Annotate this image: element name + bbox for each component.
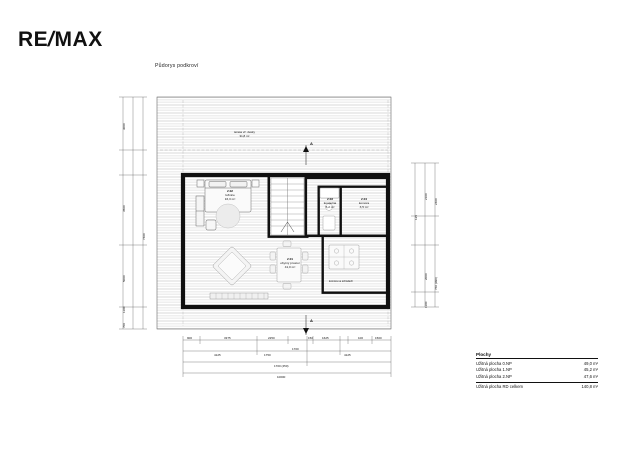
dim-l-4: 700 <box>122 322 126 328</box>
areas-row-value: 45,2 m² <box>583 367 598 372</box>
room-label-2-03: 2.03 koupelna 5,2 m² <box>323 197 337 209</box>
room-label-2-02: 2.02 ložnice 16,3 m² <box>224 189 236 201</box>
plan-title: Půdorys podkroví <box>155 63 199 69</box>
dim-r-5: 760 (990) <box>434 277 438 290</box>
section-mark-a-bottom: A <box>310 318 313 323</box>
areas-table <box>476 352 616 391</box>
dim-l-0: 3000 <box>122 123 126 130</box>
dim-b1-0: 900 <box>187 336 193 340</box>
dim-b3-0: 1700 (450) <box>274 364 289 368</box>
areas-total-value: 140,8 m² <box>581 384 598 389</box>
dim-l-3: 1100 <box>122 306 126 313</box>
areas-row-value: 47,6 m² <box>583 373 598 379</box>
areas-row-label: Užitná plocha 2.NP <box>476 373 512 379</box>
dim-b1-5: 1625 <box>322 336 329 340</box>
areas-row-label: Užitná plocha 1.NP <box>476 367 512 372</box>
dim-b2-0: 4125 <box>214 353 221 357</box>
dim-l-2: 5000 <box>122 275 126 282</box>
dim-l-5: 7400 <box>142 233 146 240</box>
dim-r-1: 2400 <box>434 198 438 205</box>
dim-b1-1: 3375 <box>224 336 231 340</box>
room-label-2-04: 2.04 komora 3,5 m² <box>358 197 370 209</box>
room-label-2-01: 2.01 obytný prostor 41,0 m² <box>280 257 300 269</box>
dim-b1-7: 1500 <box>375 336 382 340</box>
dim-r-0: 2100 <box>424 193 428 200</box>
dim-r-2: 125 <box>414 214 418 220</box>
areas-total-label: Užitná plocha RD celkem <box>476 384 524 389</box>
logo-text-max: MAX <box>54 28 103 51</box>
dim-b2-2: 4125 <box>344 353 351 357</box>
dim-b2-1: 1750 <box>264 353 271 357</box>
dim-b1-2: 2250 <box>268 336 275 340</box>
logo-slash: / <box>45 28 58 51</box>
staircase <box>271 178 304 235</box>
room-label-komora-schody: komora ve schodech <box>329 280 353 283</box>
dim-b1-4: 150 <box>308 336 314 340</box>
logo-text-re: RE <box>18 28 49 51</box>
areas-table-title: Plochy <box>476 352 598 359</box>
dim-r-3: 2000 <box>424 273 428 280</box>
areas-row-value: 49,0 m² <box>583 360 598 366</box>
dim-r-4: 1100 <box>424 301 428 308</box>
areas-row-total <box>476 382 598 391</box>
dim-l-1: 3500 <box>122 205 126 212</box>
section-mark-a-top: A <box>310 141 313 146</box>
dim-b1-6: 100 <box>358 336 364 340</box>
areas-row <box>476 374 598 381</box>
areas-row-label: Užitná plocha 0.NP <box>476 360 512 366</box>
dim-b1-3: 1700 <box>292 347 299 351</box>
dim-b4-0: 10000 <box>277 375 286 379</box>
terrace-note: terasa vč. desky 31,8 m² <box>234 130 255 138</box>
dimension-lines-left <box>119 97 147 329</box>
